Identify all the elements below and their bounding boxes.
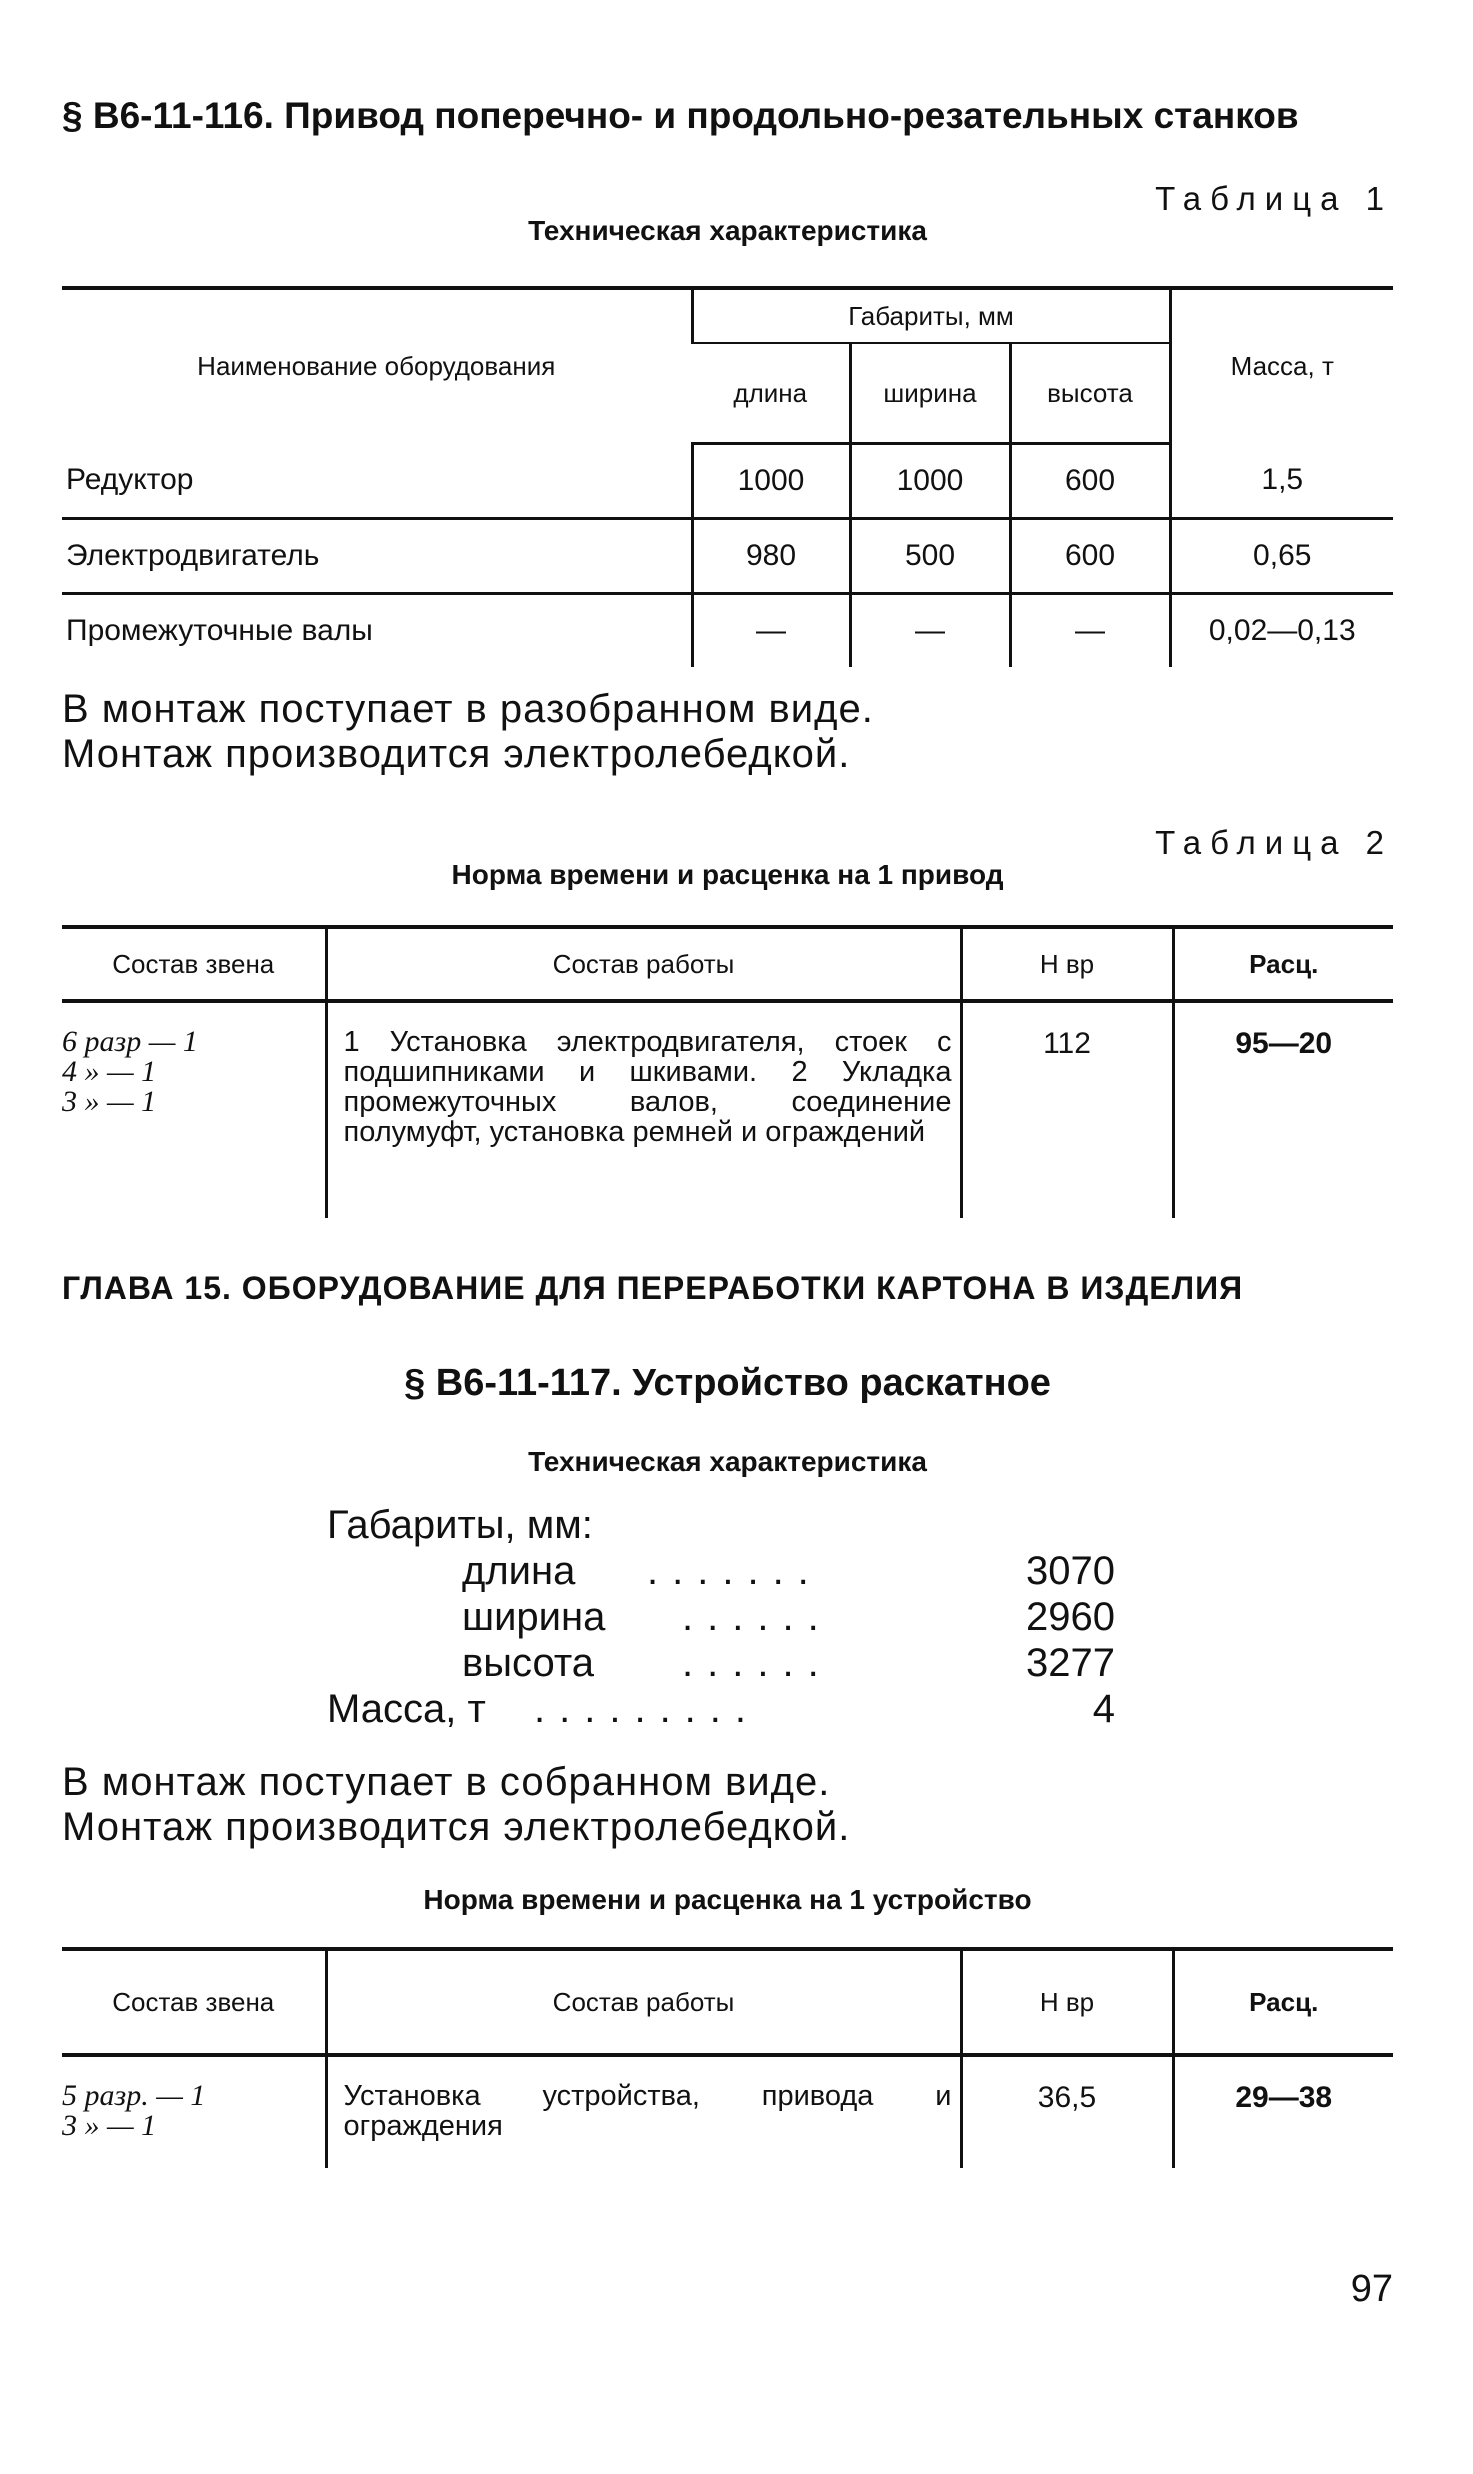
time-norm-table-2: [62, 1947, 1393, 2168]
height-value: —: [1010, 594, 1170, 668]
text-line: В монтаж поступает в собранном виде.: [62, 1760, 831, 1804]
crew-cell: [62, 2055, 326, 2168]
crew-line: 3 » — 1: [62, 1085, 157, 1118]
crew-line: 4 » — 1: [62, 1055, 157, 1088]
col-price: Расц.: [1173, 927, 1393, 1001]
spec-value: 2960: [1026, 1595, 1115, 1639]
time-norm-table: [62, 925, 1393, 1218]
table2-caption: Норма времени и расценка на 1 привод: [451, 859, 1004, 890]
table-row: [62, 444, 1393, 519]
table1-label: Таблица 1: [1155, 180, 1393, 217]
spec-label: длина: [462, 1549, 576, 1593]
col-mass: Масса, т: [1170, 288, 1393, 444]
width-value: 500: [850, 519, 1010, 594]
length-value: —: [692, 594, 850, 668]
col-equipment-name: Наименование оборудования: [197, 351, 556, 382]
section-title-b6-11-116: § В6-11-116. Привод поперечно- и продольно-резательных станков: [62, 95, 1299, 136]
mass-value: 1,5: [1170, 444, 1393, 519]
spec-label: ширина: [462, 1595, 606, 1639]
crew-cell: [62, 1001, 326, 1218]
height-value: 600: [1010, 444, 1170, 519]
tech-spec-table: [62, 286, 1393, 667]
col-width: ширина: [850, 343, 1010, 444]
spec-heading: Габариты, мм:: [327, 1503, 593, 1547]
spec-value: 3070: [1026, 1549, 1115, 1593]
spec-row-mass: [327, 1686, 1115, 1732]
table-row: [62, 519, 1393, 594]
col-crew: Состав звена: [62, 927, 326, 1001]
leader-dots: ......: [682, 1641, 833, 1685]
table2-label: Таблица 2: [1155, 824, 1393, 861]
section-title-b6-11-117: § В6-11-117. Устройство раскатное: [404, 1362, 1051, 1404]
leader-dots: ......: [682, 1595, 833, 1639]
table-row: [62, 2055, 1393, 2168]
col-price: Расц.: [1173, 1949, 1393, 2055]
spec-value: 4: [1092, 1687, 1115, 1731]
col-crew: Состав звена: [62, 1949, 326, 2055]
chapter-heading: ГЛАВА 15. ОБОРУДОВАНИЕ ДЛЯ ПЕРЕРАБОТКИ КАРТОНА В ИЗДЕЛИЯ: [62, 1270, 1244, 1306]
table-row: [62, 594, 1393, 668]
col-work: Состав работы: [326, 927, 961, 1001]
spec-value: 3277: [1026, 1641, 1115, 1685]
price-value: 29—38: [1173, 2055, 1393, 2168]
table-row: [62, 1001, 1393, 1218]
spec-label: Масса, т: [327, 1687, 486, 1731]
crew-line: 3 » — 1: [62, 2109, 157, 2142]
col-dimensions-group: Габариты, мм: [692, 288, 1170, 343]
width-value: —: [850, 594, 1010, 668]
work-description: Установка устройства, привода и ограждения: [326, 2055, 961, 2168]
equipment-name: Промежуточные валы: [66, 614, 373, 647]
norm-value: 112: [961, 1001, 1173, 1218]
col-height: высота: [1010, 343, 1170, 444]
crew-line: 5 разр. — 1: [62, 2079, 206, 2112]
height-value: 600: [1010, 519, 1170, 594]
work-description: 1 Установка электродвигателя, стоек с подшипниками и шкивами. 2 Укладка промежуточных валов, соединение полумуфт, установка ремней и ограждений: [326, 1001, 961, 1218]
table3-caption: Норма времени и расценка на 1 устройство: [423, 1884, 1032, 1915]
spec-heading-row: [327, 1502, 1115, 1548]
width-value: 1000: [850, 444, 1010, 519]
leader-dots: .......: [647, 1549, 823, 1593]
col-work: Состав работы: [326, 1949, 961, 2055]
mass-value: 0,65: [1170, 519, 1393, 594]
price-value: 95—20: [1173, 1001, 1393, 1218]
norm-value: 36,5: [961, 2055, 1173, 2168]
delivery-note: [62, 687, 874, 777]
page-number: 97: [1350, 2268, 1393, 2310]
delivery-note-2: [62, 1760, 850, 1850]
length-value: 1000: [692, 444, 850, 519]
col-length: длина: [692, 343, 850, 444]
length-value: 980: [692, 519, 850, 594]
text-line: Монтаж производится электролебедкой.: [62, 1805, 851, 1849]
spec-list: [327, 1502, 1115, 1732]
spec-row-width: [327, 1594, 1115, 1640]
mass-value: 0,02—0,13: [1170, 594, 1393, 668]
spec-label: высота: [462, 1641, 594, 1685]
document-page: [62, 0, 1393, 2474]
spec-row-length: [327, 1548, 1115, 1594]
text-line: Монтаж производится электролебедкой.: [62, 732, 851, 776]
text-line: В монтаж поступает в разобранном виде.: [62, 687, 874, 731]
spec-row-height: [327, 1640, 1115, 1686]
crew-line: 6 разр — 1: [62, 1025, 198, 1058]
spec-caption: Техническая характеристика: [528, 1446, 927, 1477]
table1-caption: Техническая характеристика: [528, 215, 927, 246]
col-norm: Н вр: [961, 1949, 1173, 2055]
equipment-name: Редуктор: [62, 444, 692, 519]
col-norm: Н вр: [961, 927, 1173, 1001]
leader-dots: .........: [534, 1687, 761, 1731]
equipment-name: Электродвигатель: [62, 519, 692, 594]
